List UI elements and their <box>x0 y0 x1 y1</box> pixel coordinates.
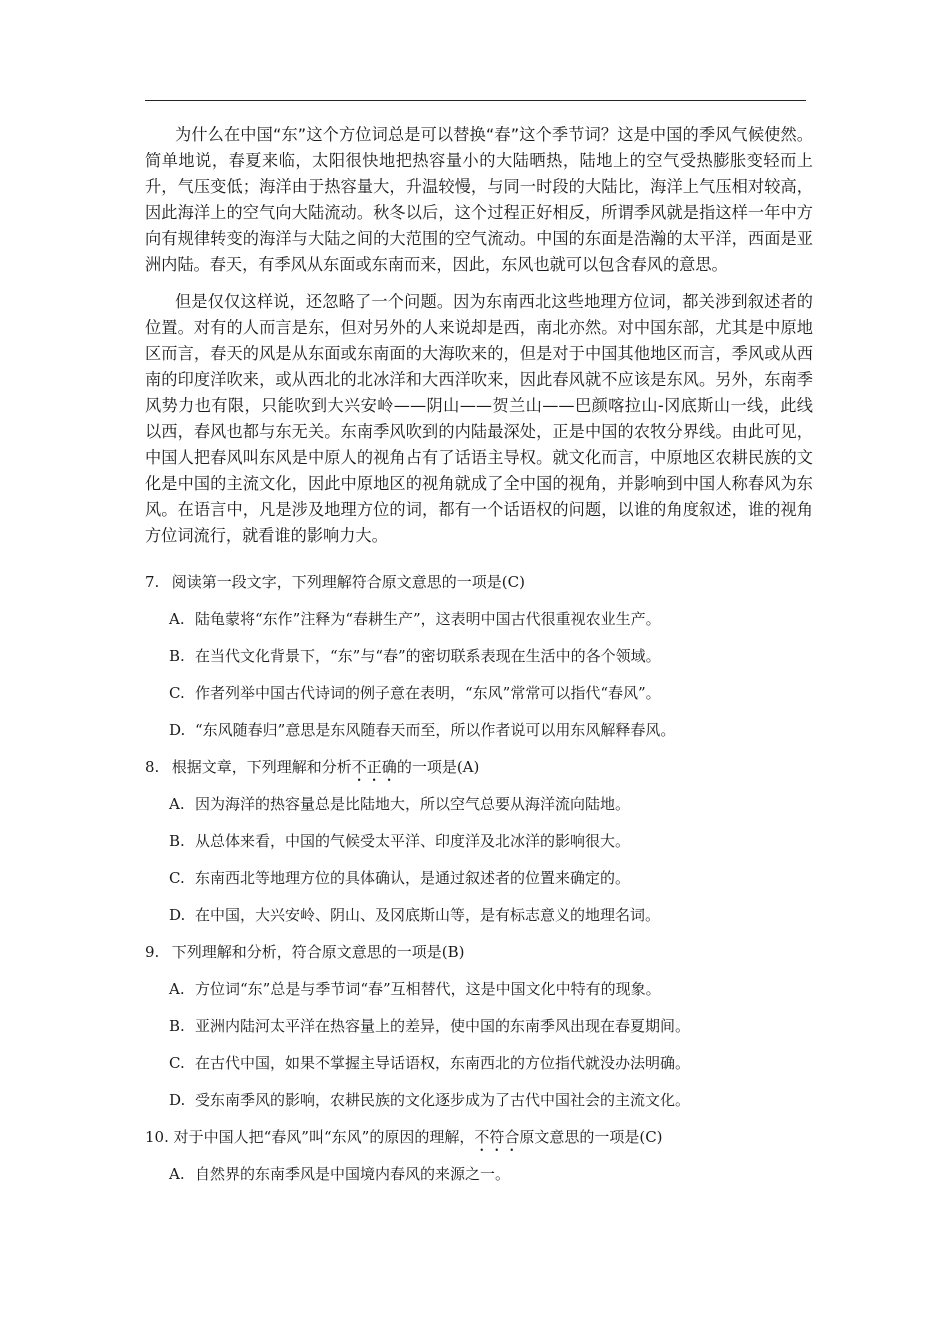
question-stem <box>145 573 813 591</box>
option-a <box>145 1165 813 1183</box>
stem-text: 根据文章，下列理解和分析 <box>171 758 352 776</box>
option-text: 作者列举中国古代诗词的例子意在表明，“东风”常常可以指代“春风”。 <box>195 684 661 702</box>
option-text: 陆龟蒙将“东作”注释为“春耕生产”，这表明中国古代很重视农业生产。 <box>195 610 661 628</box>
option-text: 在当代文化背景下，“东”与“春”的密切联系表现在生活中的各个领域。 <box>195 647 661 665</box>
stem-text-end: 原文意思的一项是(C) <box>519 1128 663 1146</box>
option-a <box>145 980 813 998</box>
header-rule <box>145 100 806 101</box>
emphasized-keyword: 不符合 <box>474 1128 520 1146</box>
option-letter: D. <box>169 906 186 924</box>
option-text: 在中国，大兴安岭、阴山、及冈底斯山等，是有标志意义的地理名词。 <box>195 906 661 924</box>
option-letter: B. <box>169 832 185 850</box>
option-letter: A. <box>169 980 185 998</box>
question-8 <box>145 758 813 924</box>
option-b <box>145 1017 813 1035</box>
option-a <box>145 610 813 628</box>
option-letter: A. <box>169 1165 185 1183</box>
passage-paragraph-1: 为什么在中国“东”这个方位词总是可以替换“春”这个季节词？这是中国的季风气候使然。简单地说，春夏来临，太阳很快地把热容量小的大陆晒热，陆地上的空气受热膨胀变轻而上升，气压变低；海洋由于热容量大，升温较慢，与同一时段的大陆比，海洋上气压相对较高，因此海洋上的空气向大陆流动。秋冬以后，这个过程正好相反，所谓季风就是指这样一年中方向有规律转变的海洋与大陆之间的大范围的空气流动。中国的东面是浩瀚的太平洋，西面是亚洲内陆。春天，有季风从东面或东南而来，因此，东风也就可以包含春风的意思。 <box>145 125 813 275</box>
question-number: 9. <box>145 943 160 961</box>
question-stem <box>145 943 813 961</box>
option-text: 在古代中国，如果不掌握主导话语权，东南西北的方位指代就没办法明确。 <box>195 1054 691 1072</box>
option-text: 自然界的东南季风是中国境内春风的来源之一。 <box>195 1165 511 1183</box>
option-letter: B. <box>169 1017 185 1035</box>
option-text: “东风随春归”意思是东风随春天而至，所以作者说可以用东风解释春风。 <box>195 721 676 739</box>
option-letter: A. <box>169 795 185 813</box>
option-c <box>145 869 813 887</box>
option-letter: D. <box>169 1091 186 1109</box>
option-b <box>145 647 813 665</box>
option-b <box>145 832 813 850</box>
stem-text: 下列理解和分析，符合原文意思的一项是(B) <box>171 943 465 961</box>
stem-text: 对于中国人把“春风”叫“东风”的原因的理解， <box>173 1128 475 1146</box>
question-number: 7. <box>145 573 160 591</box>
option-text: 方位词“东”总是与季节词“春”互相替代，这是中国文化中特有的现象。 <box>195 980 661 998</box>
option-letter: D. <box>169 721 186 739</box>
question-9 <box>145 943 813 1109</box>
stem-text: 阅读第一段文字，下列理解符合原文意思的一项是(C) <box>171 573 525 591</box>
reading-passage <box>145 122 813 560</box>
option-letter: C. <box>169 869 185 887</box>
question-stem <box>145 1128 813 1146</box>
option-text: 因为海洋的热容量总是比陆地大，所以空气总要从海洋流向陆地。 <box>195 795 631 813</box>
option-letter: C. <box>169 1054 185 1072</box>
option-d <box>145 906 813 924</box>
option-a <box>145 795 813 813</box>
emphasized-keyword: 不正确 <box>351 758 397 776</box>
question-7 <box>145 573 813 739</box>
passage-paragraph-2: 但是仅仅这样说，还忽略了一个问题。因为东南西北这些地理方位词，都关涉到叙述者的位置。对有的人而言是东，但对另外的人来说却是西，南北亦然。对中国东部，尤其是中原地区而言，春天的风是从东面或东南面的大海吹来的，但是对于中国其他地区而言，季风或从西南的印度洋吹来，或从西北的北冰洋和大西洋吹来，因此春风就不应该是东风。另外，东南季风势力也有限，只能吹到大兴安岭——阴山——贺兰山——巴颜喀拉山-冈底斯山一线，此线以西，春风也都与东无关。东南季风吹到的内陆最深处，正是中国的农牧分界线。由此可见，中国人把春风叫东风是中原人的视角占有了话语主导权。就文化而言，中原地区农耕民族的文化是中国的主流文化，因此中原地区的视角就成了全中国的视角，并影响到中国人称春风为东风。在语言中，凡是涉及地理方位的词，都有一个话语权的问题，以谁的角度叙述，谁的视角方位词流行，就看谁的影响力大。 <box>145 291 813 546</box>
question-list <box>145 573 813 1202</box>
option-c <box>145 1054 813 1072</box>
option-letter: C. <box>169 684 185 702</box>
option-letter: B. <box>169 647 185 665</box>
stem-text-end: 的一项是(A) <box>396 758 480 776</box>
option-d <box>145 721 813 739</box>
question-number: 10. <box>145 1128 169 1146</box>
option-c <box>145 684 813 702</box>
option-text: 从总体来看，中国的气候受太平洋、印度洋及北冰洋的影响很大。 <box>195 832 631 850</box>
option-text: 东南西北等地理方位的具体确认，是通过叙述者的位置来确定的。 <box>195 869 631 887</box>
option-d <box>145 1091 813 1109</box>
question-10 <box>145 1128 813 1183</box>
option-letter: A. <box>169 610 185 628</box>
question-number: 8. <box>145 758 160 776</box>
question-stem <box>145 758 813 776</box>
option-text: 受东南季风的影响，农耕民族的文化逐步成为了古代中国社会的主流文化。 <box>195 1091 691 1109</box>
option-text: 亚洲内陆河太平洋在热容量上的差异，使中国的东南季风出现在春夏期间。 <box>195 1017 691 1035</box>
